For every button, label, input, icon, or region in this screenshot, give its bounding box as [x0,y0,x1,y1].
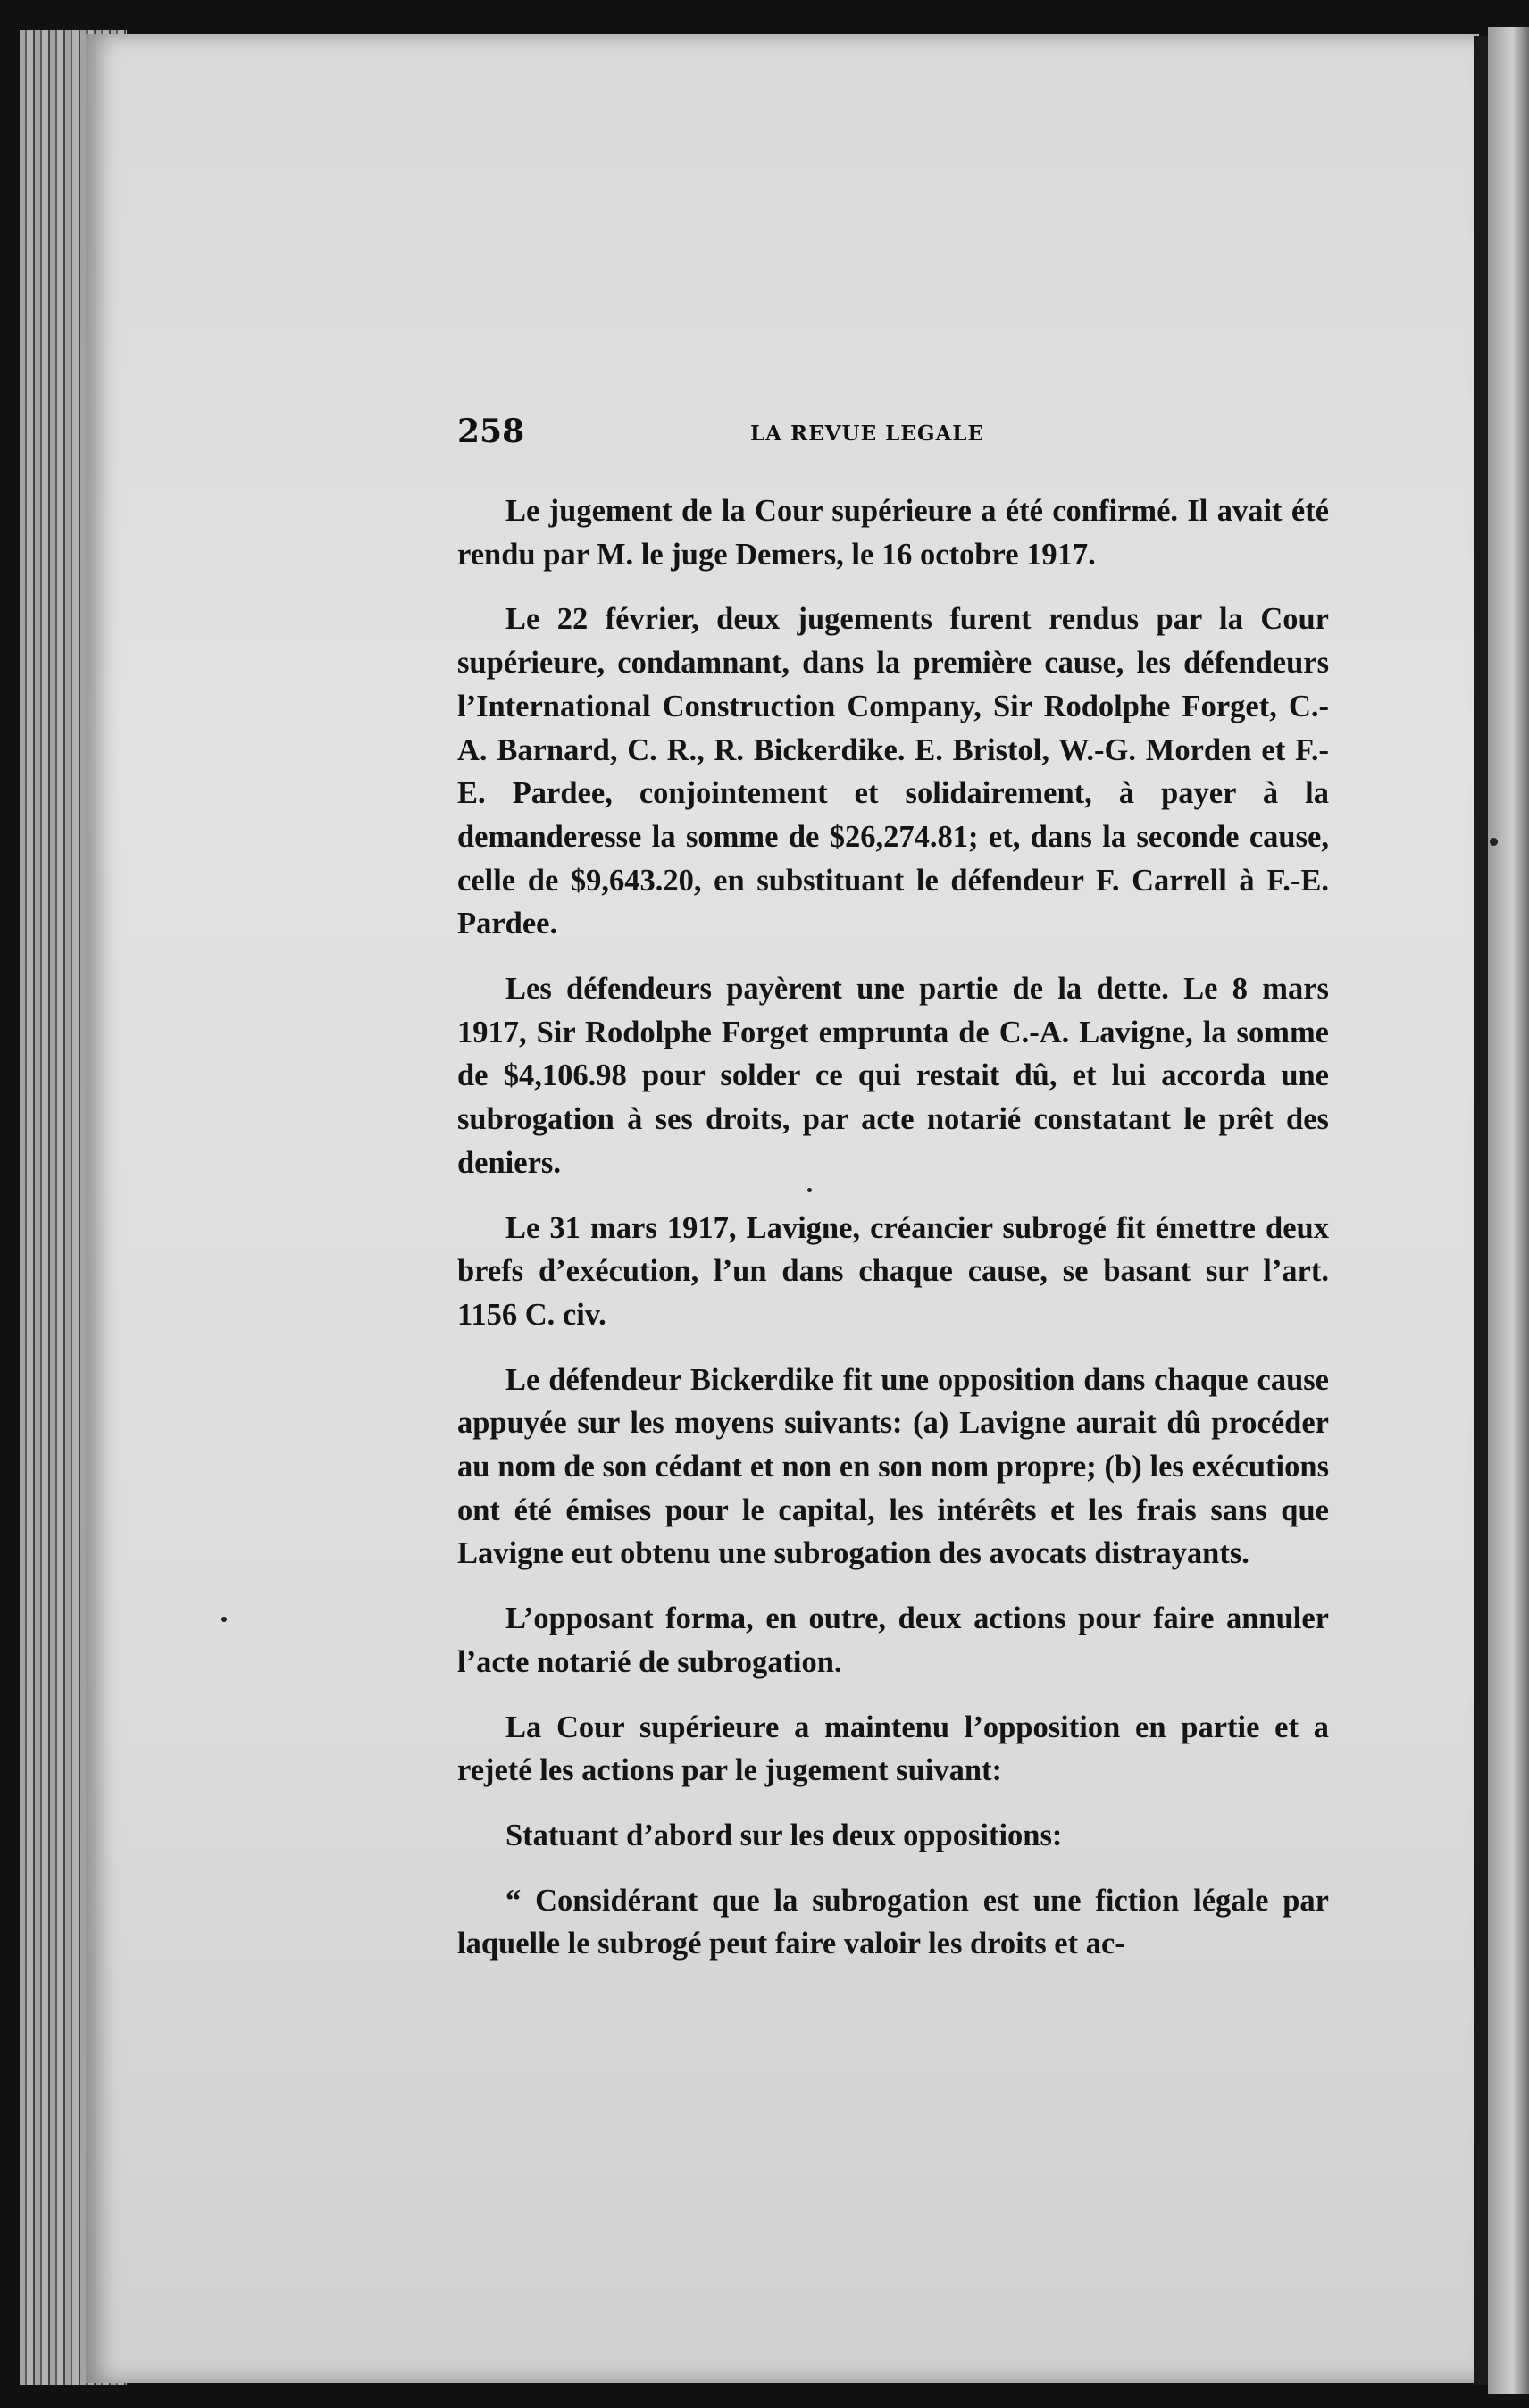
speck [1490,838,1498,846]
paragraph: Le jugement de la Cour supérieure a été confirmé. Il avait été rendu par M. le juge Demers, le 16 octobre 1917. [457,494,1329,572]
running-title: LA REVUE LEGALE [750,422,985,446]
paragraph: “ Considérant que la subrogation est une fiction légale par laquelle le subrogé peut faire valoir les droits et ac- [457,1883,1329,1961]
paragraph: Statuant d’abord sur les deux oppositions: [505,1818,1063,1852]
paragraph: La Cour supérieure a maintenu l’opposition en partie et a rejeté les actions par le jugement suivant: [457,1710,1329,1788]
paragraph: Les défendeurs payèrent une partie de la dette. Le 8 mars 1917, Sir Rodolphe Forget emprunta de C.-A. Lavigne, la somme de $4,106.98 pour solder ce qui restait dû, et lui accorda une subrogation à ses droits, par acte notarié constatant le prêt des deniers. [457,972,1329,1180]
page-number: 258 [457,413,525,450]
speck [221,1617,227,1622]
paragraph: Le 22 février, deux jugements furent rendus par la Cour supérieure, condamnant, dans la première cause, les défendeurs l’International Construction Company, Sir Rodolphe Forget, C.-A. Barnard, C. R., R. Bickerdike. E. Bristol, W.-G. Morden et F.-E. Pardee, conjointement et solidairement, à payer à la demanderesse la somme de $26,274.81; et, dans la seconde cause, celle de $9,643.20, en substituant le défendeur F. Carrell à F.-E. Pardee. [457,602,1329,941]
running-head [457,413,1350,463]
paragraph: Le défendeur Bickerdike fit une opposition dans chaque cause appuyée sur les moyens suivants: (a) Lavigne aurait dû procéder au nom de son cédant et non en son nom propre; (b) les exécutions ont été émises pour le capital, les intérêts et les frais sans que Lavigne eut obtenu une subrogation des avocats distrayants. [457,1362,1329,1571]
paragraph: Le 31 mars 1917, Lavigne, créancier subrogé fit émettre deux brefs d’exécution, l’un dans chaque cause, se basant sur l’art. 1156 C. civ. [457,1210,1329,1332]
facing-page-edge [1488,27,1529,2394]
paragraph: L’opposant forma, en outre, deux actions pour faire annuler l’acte notarié de subrogation. [457,1601,1329,1679]
binding-edge [1474,36,1488,2385]
body-text [457,489,1329,1987]
